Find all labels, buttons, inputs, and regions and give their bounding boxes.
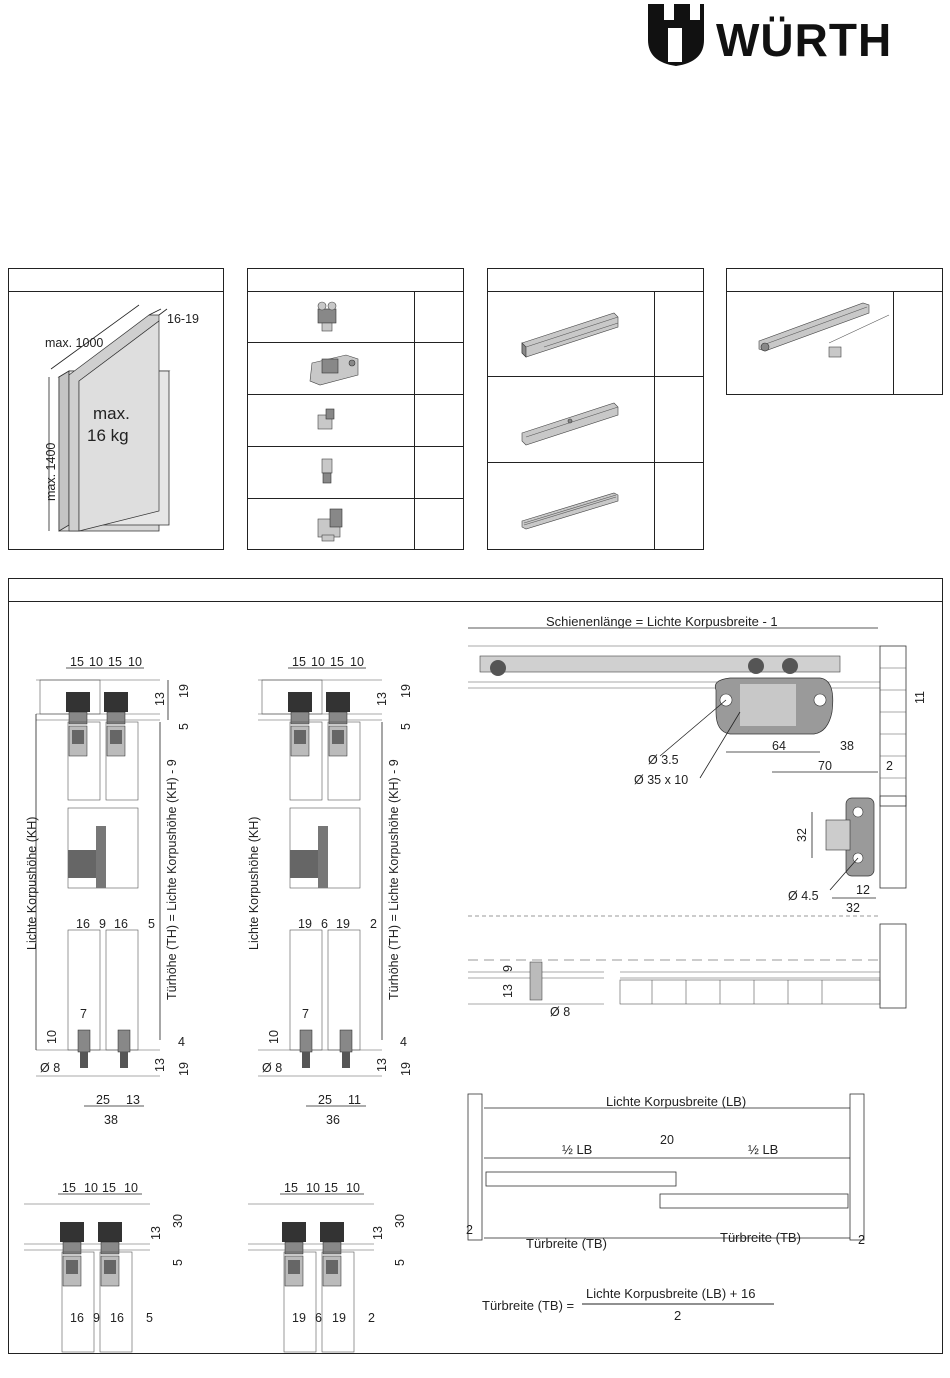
half-lb-left: ½ LB bbox=[562, 1142, 593, 1157]
dim-c-5: 5 bbox=[171, 1259, 185, 1266]
half-lb-right: ½ LB bbox=[748, 1142, 779, 1157]
dim-a-5: 5 bbox=[177, 723, 191, 730]
dim-c-top-3: 15 bbox=[102, 1181, 116, 1195]
section-view-d bbox=[248, 1181, 407, 1352]
door-width-diagram bbox=[466, 1094, 865, 1251]
dim-d-top-2: 10 bbox=[306, 1181, 320, 1195]
dim-b-11: 11 bbox=[348, 1093, 361, 1107]
door-height-label-a: Türhöhe (TH) = Lichte Korpushöhe (KH) - 9 bbox=[165, 759, 179, 1000]
dim-a-13c: 13 bbox=[126, 1093, 140, 1107]
dim-c-top-4: 10 bbox=[124, 1181, 138, 1195]
dim-b-25: 25 bbox=[318, 1093, 332, 1107]
dim-c-top-2: 10 bbox=[84, 1181, 98, 1195]
dim-13r: 13 bbox=[501, 984, 515, 998]
dim-phi35: Ø 3.5 bbox=[648, 753, 679, 767]
dim-a-7: 7 bbox=[80, 1007, 87, 1021]
door-width-formula bbox=[482, 1286, 774, 1323]
dim-a-mid-1: 16 bbox=[76, 917, 90, 931]
dim-b-top-3: 15 bbox=[330, 655, 344, 669]
panel-thickness-label: 16-19 bbox=[167, 312, 199, 326]
dim-c-top-1: 15 bbox=[62, 1181, 76, 1195]
dim-70: 70 bbox=[818, 759, 832, 773]
dim-c-5b: 5 bbox=[146, 1311, 153, 1325]
dim-a-13b: 13 bbox=[153, 1058, 167, 1072]
dim-a-top-4: 10 bbox=[128, 655, 142, 669]
left-label-a: Lichte Korpushöhe (KH) bbox=[25, 816, 39, 950]
dim-b-top-1: 15 bbox=[292, 655, 306, 669]
panel-height-label: max. 1400 bbox=[44, 442, 58, 501]
dim-32v: 32 bbox=[795, 828, 809, 842]
dim-c-30: 30 bbox=[171, 1214, 185, 1228]
tb-left-label: Türbreite (TB) bbox=[526, 1236, 607, 1251]
panel-weight-line1: max. bbox=[93, 404, 130, 423]
dim-a-19b: 19 bbox=[177, 1062, 191, 1076]
section-view-c bbox=[24, 1181, 185, 1352]
dim-b-19b: 19 bbox=[399, 1062, 413, 1076]
dim-d-5: 5 bbox=[393, 1259, 407, 1266]
door-left bbox=[486, 1172, 676, 1186]
dim-b-10: 10 bbox=[267, 1030, 281, 1044]
dim-a-25: 25 bbox=[96, 1093, 110, 1107]
dim-a-top-1: 15 bbox=[70, 655, 84, 669]
dim-b-top-2: 10 bbox=[311, 655, 325, 669]
dim-b-36: 36 bbox=[326, 1113, 340, 1127]
dim-2a: 2 bbox=[886, 759, 893, 773]
dim-b-2: 2 bbox=[370, 917, 377, 931]
dim-b-5: 5 bbox=[399, 723, 413, 730]
panel-width-label: max. 1000 bbox=[45, 336, 104, 350]
dim-b-19: 19 bbox=[399, 684, 413, 698]
lb-label: Lichte Korpusbreite (LB) bbox=[606, 1094, 747, 1109]
dim-d-low-3: 19 bbox=[332, 1311, 346, 1325]
dim-a-4: 4 bbox=[178, 1035, 185, 1049]
dim-b-top-4: 10 bbox=[350, 655, 364, 669]
dim-d-2: 2 bbox=[368, 1311, 375, 1325]
dim-c-13: 13 bbox=[149, 1226, 163, 1240]
rail-length-label: Schienenlänge = Lichte Korpusbreite - 1 bbox=[546, 614, 778, 629]
dim-b-mid-2: 6 bbox=[321, 917, 328, 931]
dim-64: 64 bbox=[772, 739, 786, 753]
dim-d-30: 30 bbox=[393, 1214, 407, 1228]
dim-d-top-1: 15 bbox=[284, 1181, 298, 1195]
dim-2-right: 2 bbox=[858, 1233, 865, 1247]
formula-denominator: 2 bbox=[674, 1308, 682, 1323]
dim-b-13b: 13 bbox=[375, 1058, 389, 1072]
dim-38: 38 bbox=[840, 739, 854, 753]
tb-right-label: Türbreite (TB) bbox=[720, 1230, 801, 1245]
dim-a-13: 13 bbox=[153, 692, 167, 706]
formula-numerator: Lichte Korpusbreite (LB) + 16 bbox=[586, 1286, 756, 1301]
dim-d-low-1: 19 bbox=[292, 1311, 306, 1325]
dim-d-top-3: 15 bbox=[324, 1181, 338, 1195]
dim-phi45: Ø 4.5 bbox=[788, 889, 819, 903]
dim-d-top-4: 10 bbox=[346, 1181, 360, 1195]
dim-d-low-2: 6 bbox=[315, 1311, 322, 1325]
dim-b-mid-3: 19 bbox=[336, 917, 350, 931]
rail-top-view bbox=[468, 614, 927, 806]
dim-a-phi8: Ø 8 bbox=[40, 1061, 61, 1075]
dim-c-low-1: 16 bbox=[70, 1311, 84, 1325]
dim-32h: 32 bbox=[846, 901, 860, 915]
dim-b-7: 7 bbox=[302, 1007, 309, 1021]
dim-phi8r: Ø 8 bbox=[550, 1005, 571, 1019]
dim-b-mid-1: 19 bbox=[298, 917, 312, 931]
stopper-detail bbox=[788, 796, 906, 915]
dim-a-mid-3: 16 bbox=[114, 917, 128, 931]
bottom-rail-view bbox=[468, 916, 906, 1019]
dim-a-19: 19 bbox=[177, 684, 191, 698]
dim-a-5b: 5 bbox=[148, 917, 155, 931]
dim-b-13: 13 bbox=[375, 692, 389, 706]
dim-2-left: 2 bbox=[466, 1223, 473, 1237]
dim-b-phi8: Ø 8 bbox=[262, 1061, 283, 1075]
section-view-a bbox=[25, 655, 191, 1127]
dim-a-10: 10 bbox=[45, 1030, 59, 1044]
dim-9: 9 bbox=[501, 965, 515, 972]
logo-wordmark: WÜRTH bbox=[716, 14, 893, 66]
formula-left: Türbreite (TB) = bbox=[482, 1298, 575, 1313]
door-height-label-b: Türhöhe (TH) = Lichte Korpushöhe (KH) - 9 bbox=[387, 759, 401, 1000]
dim-a-top-2: 10 bbox=[89, 655, 103, 669]
dim-rail-11: 11 bbox=[913, 691, 927, 704]
dim-12: 12 bbox=[856, 883, 870, 897]
door-right bbox=[660, 1194, 848, 1208]
dim-c-low-2: 9 bbox=[93, 1311, 100, 1325]
panel-weight-line2: 16 kg bbox=[87, 426, 129, 445]
left-label-b: Lichte Korpushöhe (KH) bbox=[247, 816, 261, 950]
dim-c-low-3: 16 bbox=[110, 1311, 124, 1325]
dim-a-top-3: 15 bbox=[108, 655, 122, 669]
dim-20: 20 bbox=[660, 1133, 674, 1147]
dim-a-mid-2: 9 bbox=[99, 917, 106, 931]
dim-b-4: 4 bbox=[400, 1035, 407, 1049]
dim-phi35x10: Ø 35 x 10 bbox=[634, 773, 689, 787]
dim-d-13: 13 bbox=[371, 1226, 385, 1240]
section-view-b bbox=[247, 655, 413, 1127]
dim-a-38: 38 bbox=[104, 1113, 118, 1127]
